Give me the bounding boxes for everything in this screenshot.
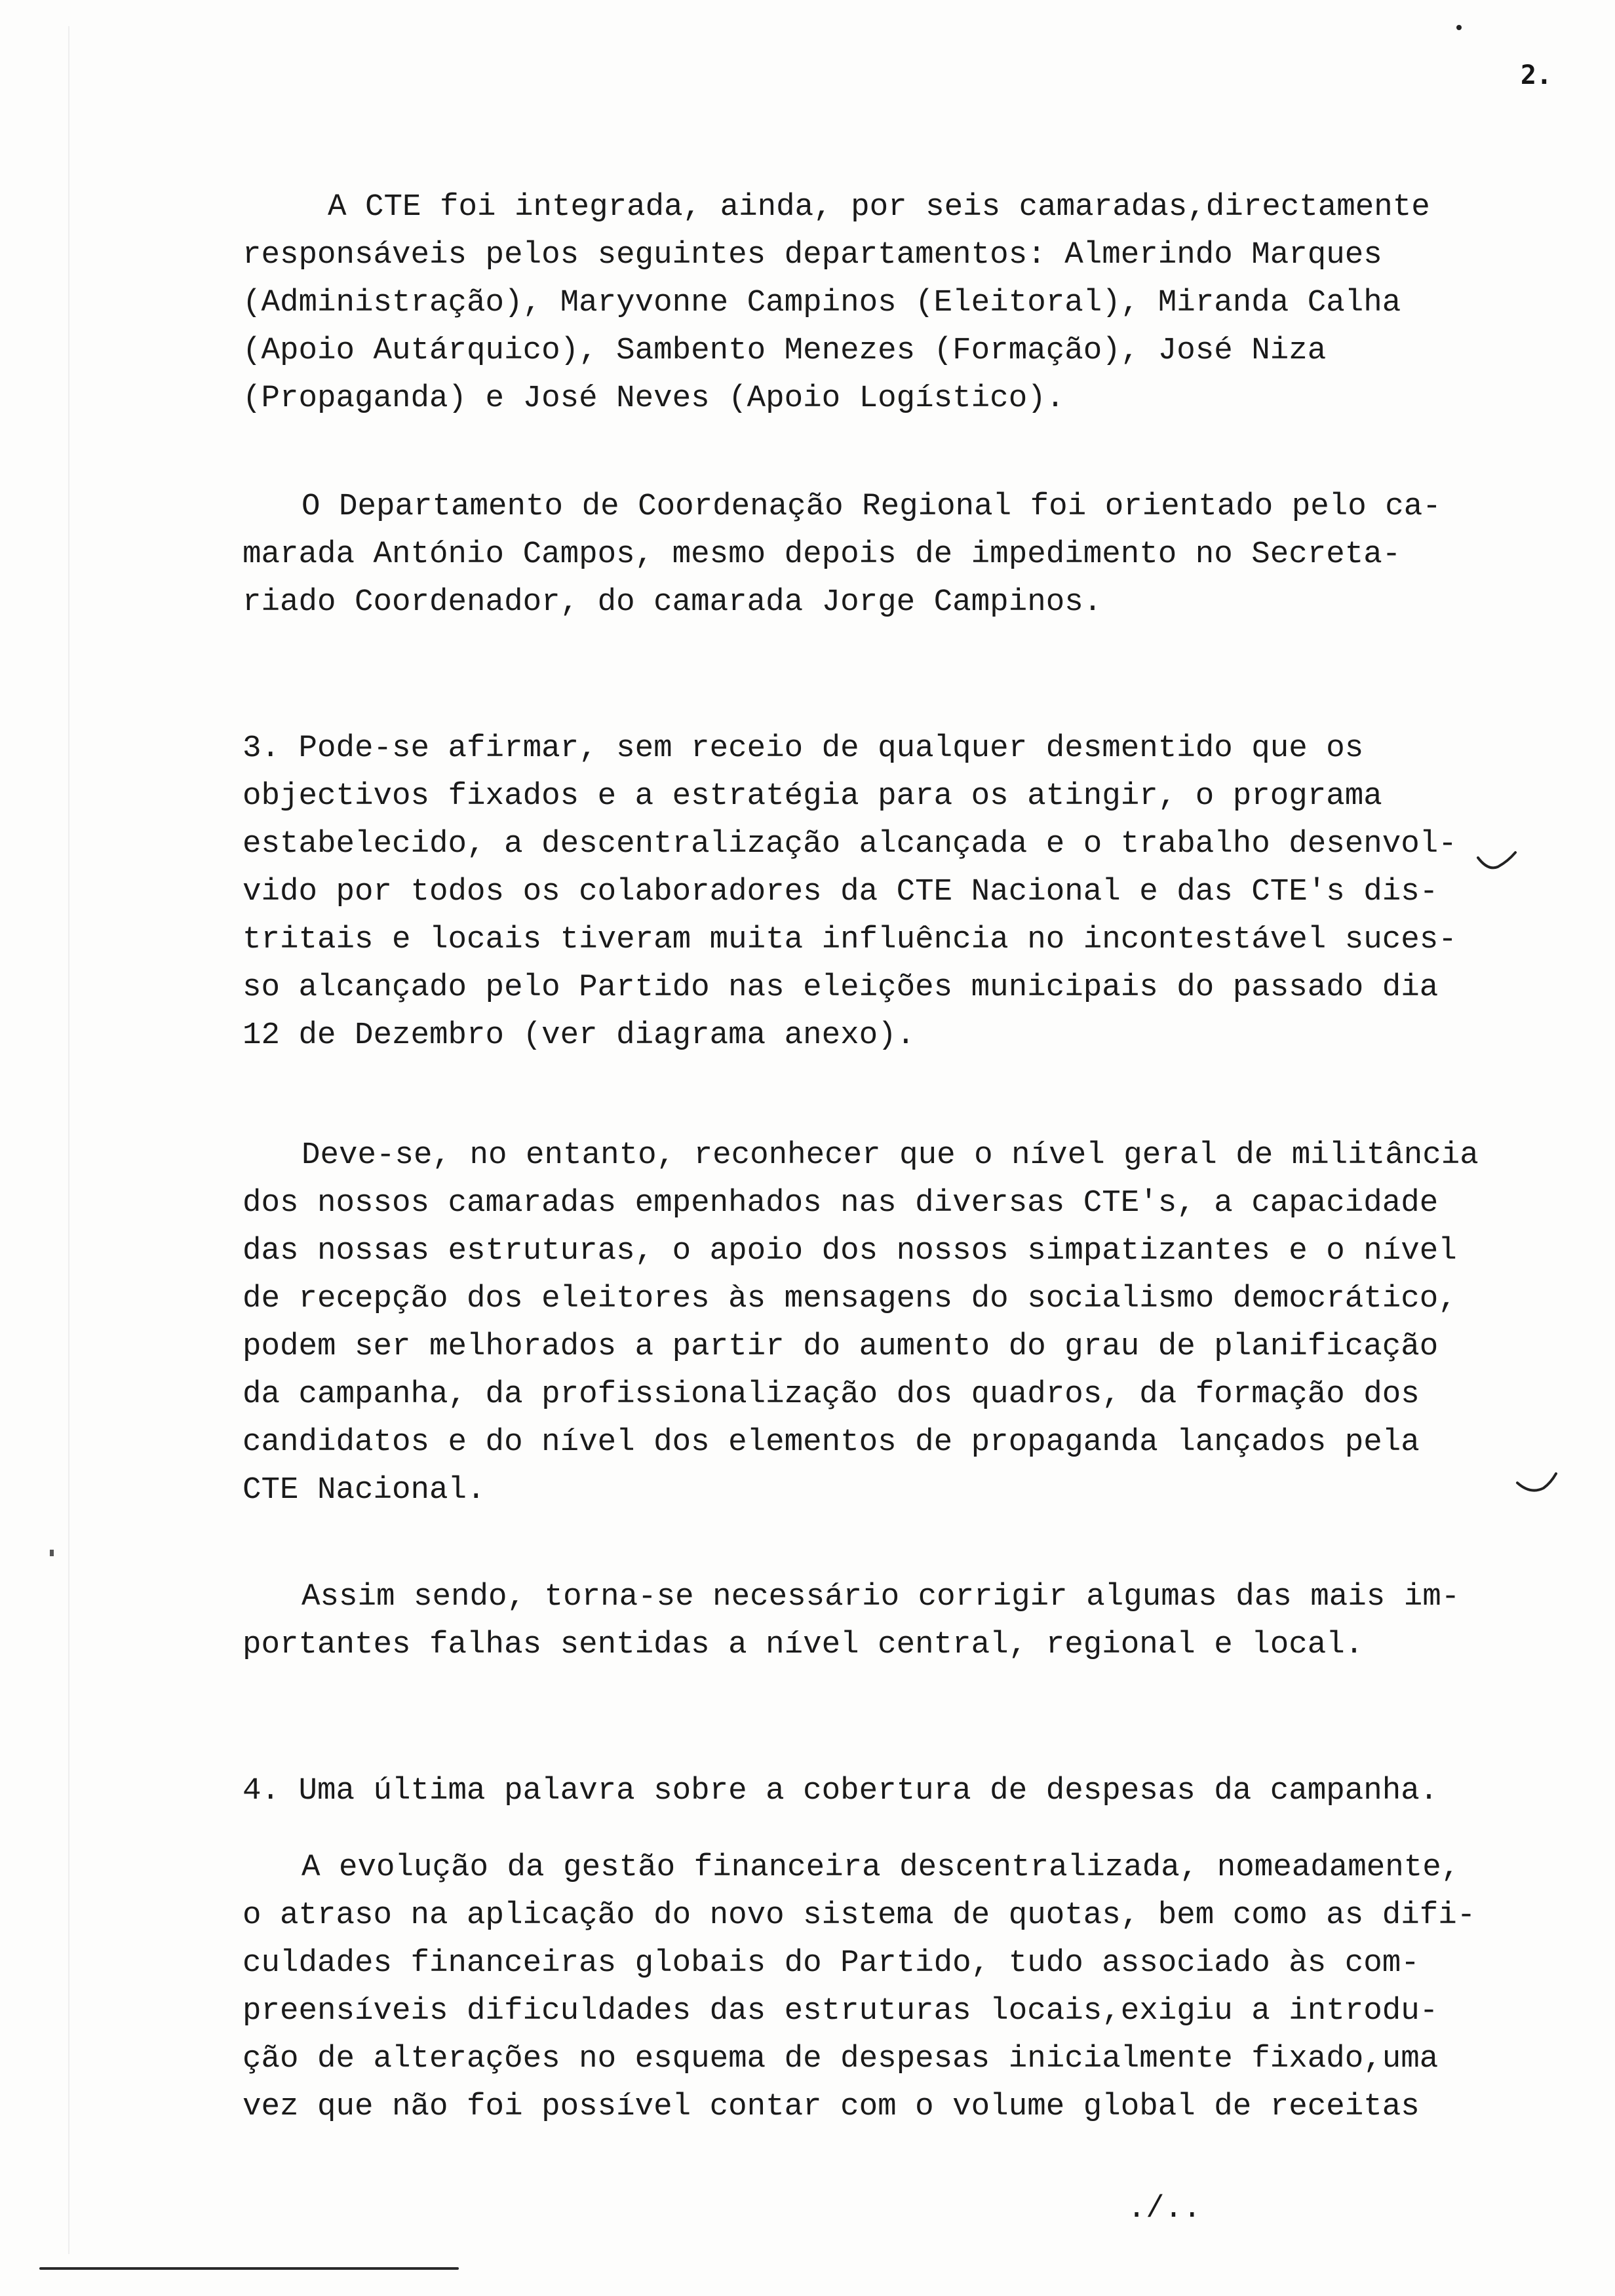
text-line: o atraso na aplicação do novo sistema de quotas, bem como as difi- [243,1898,1476,1933]
handwritten-check-mark-icon [1475,849,1521,875]
text-line: 12 de Dezembro (ver diagrama anexo). [243,1018,916,1053]
text-line: riado Coordenador, do camarada Jorge Campinos. [243,584,1102,620]
text-line: responsáveis pelos seguintes departamentos: Almerindo Marques [243,237,1382,273]
text-line: estabelecido, a descentralização alcançada e o trabalho desenvol- [243,826,1457,862]
scan-bottom-edge-line [39,2267,459,2270]
text-line: das nossas estruturas, o apoio dos nossos simpatizantes e o nível [243,1233,1457,1269]
text-line: (Apoio Autárquico), Sambento Menezes (Formação), José Niza [243,333,1327,368]
scan-speck [1456,25,1462,30]
paragraph-financial [243,1844,1527,2131]
text-line: culdades financeiras globais do Partido, tudo associado às com- [243,1945,1420,1981]
paragraph-cte-members [243,183,1527,423]
text-line: de recepção dos eleitores às mensagens do socialismo democrático, [243,1281,1457,1316]
continuation-marker: ./.. [1127,2192,1201,2227]
text-line: CTE Nacional. [243,1472,486,1508]
paragraph-regional-coordination [243,483,1527,626]
text-line: so alcançado pelo Partido nas eleições municipais do passado dia [243,970,1439,1005]
paragraph-militancy [243,1132,1527,1514]
text-line: objectivos fixados e a estratégia para os atingir, o programa [243,778,1382,814]
text-line: podem ser melhorados a partir do aumento do grau de planificação [243,1329,1439,1364]
text-line: O Departamento de Coordenação Regional foi orientado pelo ca- [302,489,1441,524]
text-line: portantes falhas sentidas a nível central, regional e local. [243,1627,1364,1662]
text-line: dos nossos camaradas empenhados nas diversas CTE's, a capacidade [243,1185,1439,1221]
text-line: (Administração), Maryvonne Campinos (Eleitoral), Miranda Calha [243,285,1401,320]
text-line: (Propaganda) e José Neves (Apoio Logístico). [243,381,1065,416]
text-line: candidatos e do nível dos elementos de propaganda lançados pela [243,1425,1420,1460]
text-line: da campanha, da profissionalização dos quadros, da formação dos [243,1377,1420,1412]
handwritten-check-mark-icon [1514,1471,1560,1497]
paragraph-corrections [243,1573,1527,1669]
text-line: Deve-se, no entanto, reconhecer que o nível geral de militância [302,1138,1479,1173]
text-line: marada António Campos, mesmo depois de impedimento no Secreta- [243,537,1401,572]
text-line: Assim sendo, torna-se necessário corrigir algumas das mais im- [302,1579,1460,1615]
text-line: A evolução da gestão financeira descentralizada, nomeadamente, [302,1850,1460,1885]
scan-speck [50,1550,54,1556]
text-line: tritais e locais tiveram muita influência no incontestável suces- [243,922,1457,957]
text-line: A CTE foi integrada, ainda, por seis camaradas,directamente [328,189,1430,225]
text-line: vez que não foi possível contar com o volume global de receitas [243,2089,1420,2124]
text-line: vido por todos os colaboradores da CTE Nacional e das CTE's dis- [243,874,1439,909]
scan-speck [68,26,69,2254]
page-number: 2. [1520,60,1552,90]
paragraph-section-4 [243,1767,1527,1815]
paragraph-section-3 [243,725,1527,1060]
text-line: 4. Uma última palavra sobre a cobertura de despesas da campanha. [243,1773,1439,1808]
text-line: preensíveis dificuldades das estruturas locais,exigiu a introdu- [243,1993,1439,2029]
text-line: 3. Pode-se afirmar, sem receio de qualquer desmentido que os [243,731,1364,766]
text-line: ção de alterações no esquema de despesas inicialmente fixado,uma [243,2041,1439,2076]
document-body [243,183,1527,2131]
